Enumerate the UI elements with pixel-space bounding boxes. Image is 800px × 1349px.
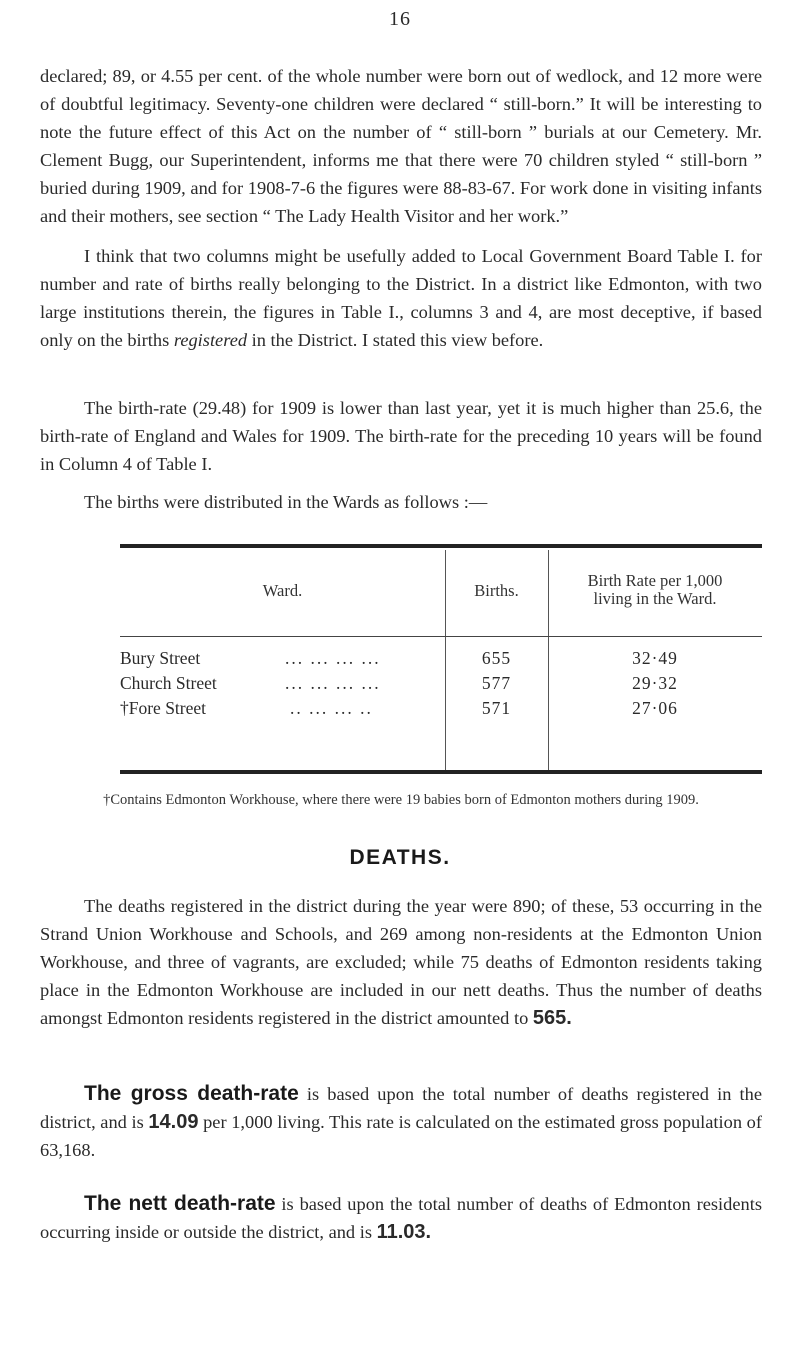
ward-name: †Fore Street <box>120 698 207 718</box>
table-top-rule <box>120 544 762 548</box>
deaths-heading: DEATHS. <box>349 846 451 869</box>
gross-death-rate-lead: The gross death-rate <box>84 1082 299 1105</box>
paragraph-text-end: in the District. I stated this view before. <box>247 330 544 350</box>
table-footnote: †Contains Edmonton Workhouse, where there were 19 babies born of Edmonton mothers during 1909. <box>103 792 699 808</box>
births-value: 577 <box>481 673 512 693</box>
header-rule <box>120 636 762 637</box>
paragraph-text: I think that two columns might be usefully added to Local Government Board Table I. for number and rate of births really belonging to the District. In a district like Edmonton, with two large institutions therein, the figures in Table I., columns 3 and 4, are most deceptive, if based only on the births <box>40 246 762 350</box>
italic-registered: registered <box>173 330 248 350</box>
nett-death-rate-lead: The nett death-rate <box>84 1192 276 1215</box>
ward-name: Church Street <box>120 673 217 693</box>
dot-leader: .. ... ... .. <box>290 698 373 718</box>
births-value: 655 <box>481 648 512 668</box>
ward-name: Bury Street <box>120 648 201 668</box>
paragraph-text: is based upon the total number of deaths registered in the district, and is <box>40 1084 763 1132</box>
deaths-total: 565. <box>532 1007 572 1029</box>
dot-leader: ... ... ... ... <box>285 648 381 668</box>
paragraph-text: is based upon the total number of deaths of Edmonton residents occurring inside or outside the district, and is <box>40 1194 762 1242</box>
header-births: Births. <box>474 581 519 600</box>
rate-value: 27·06 <box>632 698 678 718</box>
paragraph-local-government-table <box>40 242 762 354</box>
gross-death-rate-value: 14.09 <box>148 1111 199 1133</box>
header-ward: Ward. <box>262 581 303 600</box>
table-bottom-rule <box>120 770 762 774</box>
ward-births-table <box>120 544 762 775</box>
paragraph-nett-death-rate <box>40 1190 762 1246</box>
header-birth-rate: Birth Rate per 1,000 living in the Ward. <box>587 571 723 608</box>
page-number: 16 <box>389 8 411 30</box>
paragraph-still-born: declared; 89, or 4.55 per cent. of the whole number were born out of wedlock, and 12 more were of doubtful legitimacy. Seventy-one children were declared “ still-born.” It will be interesting to note the future effect of this Act on the number of “ still-born ” burials at our Cemetery. Mr. Clement Bugg, our Superintendent, informs me that there were 70 children styled “ still-born ” buried during 1909, and for 1908-7-6 the figures were 88-83-67. For work done in visiting infants and their mothers, see section “ The Lady Health Visitor and her work.” <box>40 66 762 226</box>
dot-leader: ... ... ... ... <box>285 673 381 693</box>
paragraph-deaths <box>40 892 762 1032</box>
paragraph-gross-death-rate <box>40 1080 762 1164</box>
paragraph-text: The deaths registered in the district during the year were 890; of these, 53 occurring in the Strand Union Workhouse and Schools, and 269 among non-residents at the Edmonton Union Workhouse, and three of vagrants, are excluded; while 75 deaths of Edmonton residents taking place in the Edmonton Workhouse are included in our nett deaths. Thus the number of deaths amongst Edmonton residents registered in the district amounted to <box>40 896 762 1028</box>
births-value: 571 <box>481 698 512 718</box>
paragraph-birth-rate: The birth-rate (29.48) for 1909 is lower than last year, yet it is much higher than 25.6, the birth-rate of England and Wales for 1909. The birth-rate for the preceding 10 years will be found in Column 4 of Table I. <box>40 398 762 474</box>
paragraph-text-end: per 1,000 living. This rate is calculated on the estimated gross population of 63,168. <box>40 1112 762 1160</box>
nett-death-rate-value: 11.03. <box>376 1221 432 1243</box>
column-divider <box>548 550 549 770</box>
paragraph-wards-intro: The births were distributed in the Wards as follows :— <box>84 492 488 512</box>
rate-value: 29·32 <box>632 673 678 693</box>
rate-value: 32·49 <box>632 648 678 668</box>
